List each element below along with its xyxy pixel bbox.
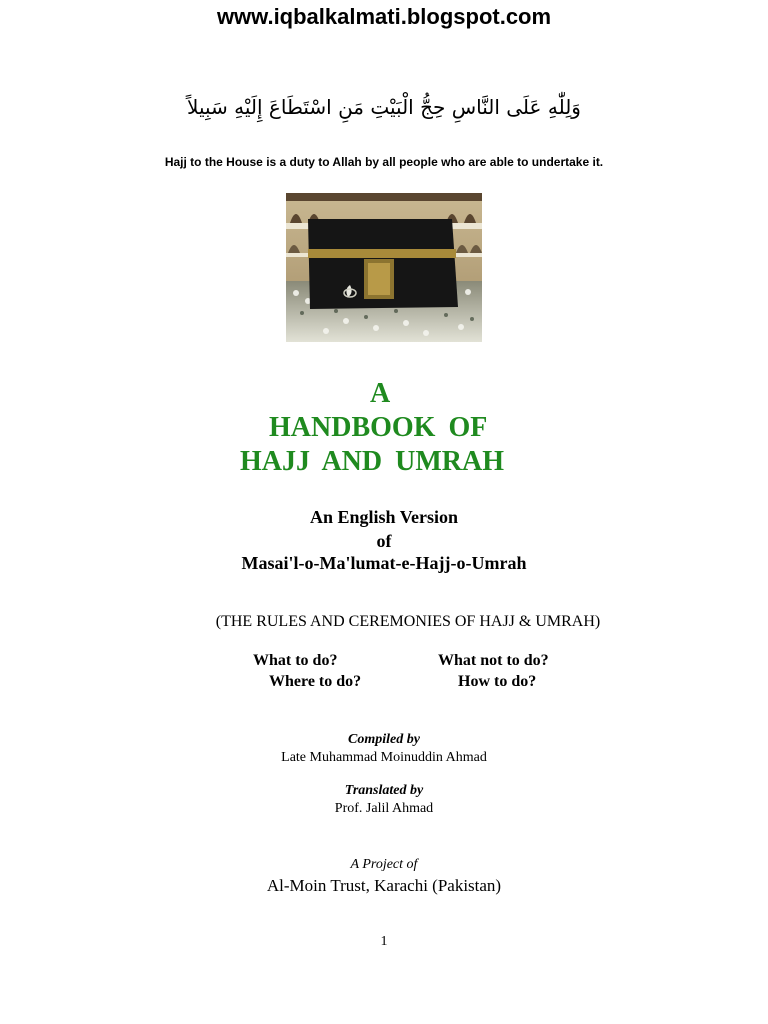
project-of-label: A Project of [350, 857, 418, 872]
arabic-verse: وَلِلّٰهِ عَلَى النَّاسِ حِجُّ الْبَيْتِ مَنِ اسْتَطَاعَ إِلَيْهِ سَبِيلاً [187, 95, 581, 119]
compiled-by-label: Compiled by [348, 732, 420, 747]
rules-caption: (THE RULES AND CEREMONIES OF HAJJ & UMRAH) [215, 613, 601, 630]
question-what-to-do: What to do? [253, 652, 338, 669]
translator-name: Prof. Jalil Ahmad [334, 801, 434, 816]
title-line-1: A [370, 378, 391, 409]
project-organization: Al-Moin Trust, Karachi (Pakistan) [266, 876, 502, 895]
site-url-header[interactable]: www.iqbalkalmati.blogspot.com [216, 4, 552, 29]
subtitle-line-2: of [376, 531, 392, 551]
title-line-2: HANDBOOK OF [269, 412, 488, 443]
page-number: 1 [380, 934, 388, 949]
subtitle-line-3: Masai'l-o-Ma'lumat-e-Hajj-o-Umrah [241, 553, 527, 573]
question-what-not-to-do: What not to do? [438, 652, 549, 669]
kaaba-photo [286, 193, 482, 342]
subtitle-line-1: An English Version [309, 507, 459, 527]
question-where-to-do: Where to do? [269, 673, 362, 690]
compiler-name: Late Muhammad Moinuddin Ahmad [281, 750, 487, 765]
translated-by-label: Translated by [344, 783, 424, 798]
question-how-to-do: How to do? [458, 673, 537, 690]
verse-translation: Hajj to the House is a duty to Allah by all people who are able to undertake it. [164, 155, 604, 169]
title-line-3: HAJJ AND UMRAH [240, 446, 504, 477]
